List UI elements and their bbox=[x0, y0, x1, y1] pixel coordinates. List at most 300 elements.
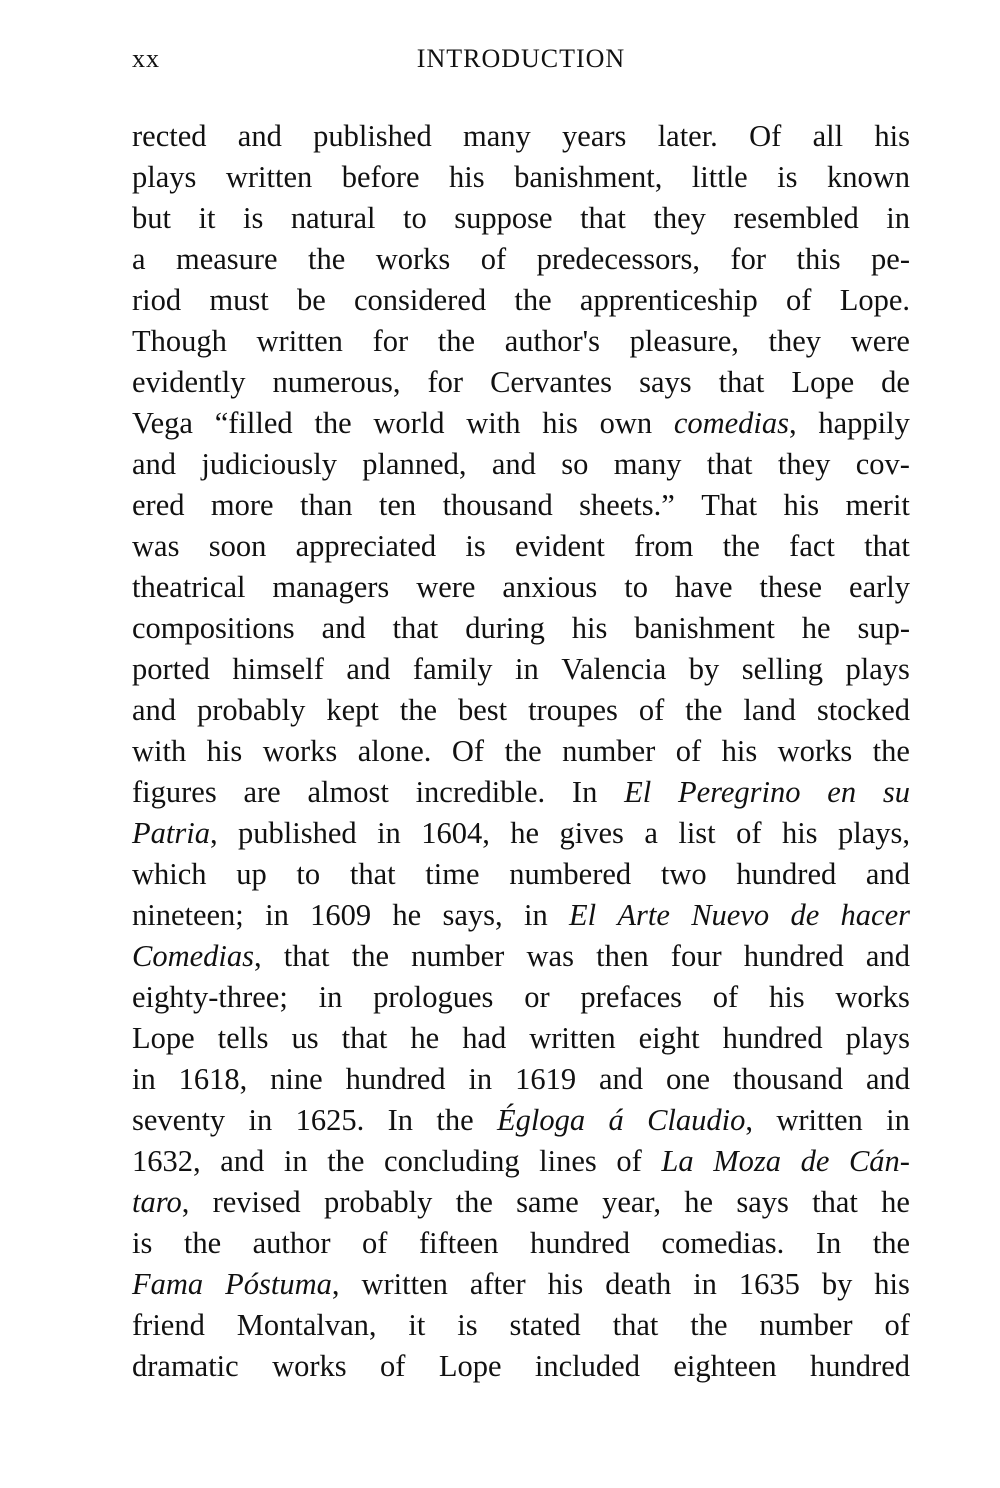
word: written bbox=[361, 1267, 448, 1301]
word: that bbox=[864, 529, 910, 563]
text-line bbox=[132, 936, 910, 977]
word: 1618, bbox=[178, 1062, 248, 1096]
word: the bbox=[183, 1226, 222, 1260]
word: in bbox=[515, 652, 539, 686]
word: ported bbox=[132, 652, 210, 686]
word: is bbox=[132, 1226, 153, 1260]
word: the bbox=[872, 1226, 910, 1260]
word: of bbox=[480, 242, 507, 276]
word: of bbox=[736, 816, 762, 850]
word: have bbox=[674, 570, 733, 604]
word: Nuevo bbox=[691, 898, 770, 932]
word: works bbox=[835, 980, 910, 1014]
word: nineteen; bbox=[132, 898, 244, 932]
text-line bbox=[132, 239, 910, 280]
word: of bbox=[786, 283, 812, 317]
word: in bbox=[377, 816, 401, 850]
word: during bbox=[465, 611, 545, 645]
word: says bbox=[736, 1185, 789, 1219]
word: and bbox=[132, 447, 177, 481]
word: that bbox=[341, 1021, 388, 1055]
word: own bbox=[599, 406, 653, 440]
word: incredible. bbox=[415, 775, 546, 809]
word: de bbox=[800, 1144, 830, 1178]
word: riod bbox=[132, 283, 182, 317]
word: with bbox=[132, 734, 187, 768]
word: by bbox=[821, 1267, 853, 1301]
word: in bbox=[886, 1103, 910, 1137]
word: Of bbox=[749, 119, 782, 153]
word: nine bbox=[270, 1062, 323, 1096]
word: of bbox=[712, 980, 739, 1014]
word: and bbox=[132, 693, 177, 727]
text-line bbox=[132, 116, 910, 157]
running-title: INTRODUCTION bbox=[416, 44, 626, 73]
word: works bbox=[262, 734, 338, 768]
word: hundred bbox=[722, 1021, 823, 1055]
text-line bbox=[132, 813, 910, 854]
word: Lope bbox=[791, 365, 855, 399]
word: almost bbox=[307, 775, 389, 809]
word: fact bbox=[789, 529, 835, 563]
word: more bbox=[210, 488, 274, 522]
word: written bbox=[225, 160, 313, 194]
word: stated bbox=[509, 1308, 581, 1342]
word: to bbox=[624, 570, 648, 604]
word: that bbox=[349, 857, 396, 891]
word: a bbox=[132, 242, 146, 276]
word: before bbox=[341, 160, 420, 194]
word: be bbox=[296, 283, 326, 317]
word: de bbox=[881, 365, 910, 399]
word: figures bbox=[132, 775, 217, 809]
word: Cervantes bbox=[490, 365, 613, 399]
word: his bbox=[542, 406, 578, 440]
word: and bbox=[346, 652, 391, 686]
word: that bbox=[392, 611, 439, 645]
word: says, bbox=[442, 898, 503, 932]
word: sup- bbox=[857, 611, 910, 645]
word: predecessors, bbox=[536, 242, 701, 276]
word: pe- bbox=[871, 242, 910, 276]
word: 1604, bbox=[421, 816, 490, 850]
text-line bbox=[132, 608, 910, 649]
word: Vega bbox=[132, 406, 193, 440]
word: he bbox=[510, 816, 540, 850]
text-line bbox=[132, 731, 910, 772]
word: probably bbox=[323, 1185, 433, 1219]
word: they bbox=[768, 324, 822, 358]
text-line bbox=[132, 1018, 910, 1059]
word: land bbox=[743, 693, 796, 727]
word: kept bbox=[326, 693, 379, 727]
word: to bbox=[403, 201, 427, 235]
word: plays bbox=[845, 652, 910, 686]
word: written bbox=[776, 1103, 863, 1137]
word: us bbox=[291, 1021, 319, 1055]
word: his bbox=[874, 119, 910, 153]
word: must bbox=[209, 283, 269, 317]
word: Patria, bbox=[132, 816, 218, 850]
word: comedias, bbox=[673, 406, 797, 440]
word: by bbox=[688, 652, 720, 686]
word: tells bbox=[217, 1021, 269, 1055]
word: author bbox=[252, 1226, 331, 1260]
word: and bbox=[491, 447, 536, 481]
word: su bbox=[882, 775, 910, 809]
word: 1609 bbox=[310, 898, 372, 932]
word: are bbox=[243, 775, 281, 809]
word: probably bbox=[196, 693, 306, 727]
word: number bbox=[411, 939, 505, 973]
word: selling bbox=[741, 652, 824, 686]
word: of bbox=[884, 1308, 910, 1342]
word: Póstuma, bbox=[225, 1267, 340, 1301]
word: hundred bbox=[743, 939, 844, 973]
word: cov- bbox=[855, 447, 910, 481]
word: and bbox=[599, 1062, 644, 1096]
word: same bbox=[516, 1185, 579, 1219]
word: prologues bbox=[373, 980, 494, 1014]
word: 1625. bbox=[295, 1103, 365, 1137]
word: plays, bbox=[837, 816, 910, 850]
word: known bbox=[826, 160, 910, 194]
word: plays bbox=[132, 160, 197, 194]
word: eighteen bbox=[673, 1349, 777, 1383]
word: Valencia bbox=[561, 652, 667, 686]
word: seventy bbox=[132, 1103, 226, 1137]
word: of bbox=[362, 1226, 388, 1260]
word: El bbox=[569, 898, 597, 932]
word: 1619 bbox=[515, 1062, 577, 1096]
word: dramatic bbox=[132, 1349, 239, 1383]
word: two bbox=[660, 857, 707, 891]
word: he bbox=[410, 1021, 440, 1055]
word: he bbox=[881, 1185, 910, 1219]
word: then bbox=[596, 939, 649, 973]
word: compositions bbox=[132, 611, 295, 645]
word: works bbox=[777, 734, 853, 768]
word: after bbox=[469, 1267, 526, 1301]
word: his bbox=[571, 611, 608, 645]
word: his bbox=[781, 816, 818, 850]
word: 1632, bbox=[132, 1144, 201, 1178]
word: they bbox=[777, 447, 831, 481]
word: eighty-three; bbox=[132, 980, 288, 1014]
word: that bbox=[718, 365, 765, 399]
word: his bbox=[721, 734, 758, 768]
text-line bbox=[132, 1182, 910, 1223]
word: family bbox=[412, 652, 493, 686]
word: death bbox=[605, 1267, 672, 1301]
word: his bbox=[449, 160, 485, 194]
word: is bbox=[457, 1308, 478, 1342]
word: all bbox=[812, 119, 844, 153]
page-header bbox=[132, 44, 910, 80]
word: banishment, bbox=[514, 160, 663, 194]
word: anxious bbox=[502, 570, 598, 604]
word: his bbox=[874, 1267, 910, 1301]
word: that bbox=[283, 939, 330, 973]
word: plays bbox=[845, 1021, 910, 1055]
word: evident bbox=[515, 529, 605, 563]
word: for bbox=[730, 242, 767, 276]
word: the bbox=[436, 1103, 474, 1137]
word: world bbox=[373, 406, 445, 440]
word: Montalvan, bbox=[236, 1308, 377, 1342]
word: Though bbox=[132, 324, 227, 358]
word: happily bbox=[818, 406, 910, 440]
word: and bbox=[237, 119, 282, 153]
word: alone. bbox=[357, 734, 432, 768]
word: that bbox=[580, 201, 626, 235]
word: judiciously bbox=[201, 447, 337, 481]
word: than bbox=[299, 488, 353, 522]
word: considered bbox=[354, 283, 487, 317]
text-line bbox=[132, 1100, 910, 1141]
text-line bbox=[132, 321, 910, 362]
word: merit bbox=[845, 488, 910, 522]
text-line bbox=[132, 1264, 910, 1305]
word: in bbox=[886, 201, 910, 235]
word: Comedias, bbox=[132, 939, 262, 973]
text-line bbox=[132, 157, 910, 198]
word: numbered bbox=[509, 857, 632, 891]
word: of bbox=[616, 1144, 642, 1178]
word: his bbox=[547, 1267, 584, 1301]
text-line bbox=[132, 854, 910, 895]
word: Égloga bbox=[497, 1103, 586, 1137]
word: best bbox=[458, 693, 508, 727]
word: works bbox=[272, 1349, 347, 1383]
word: of bbox=[380, 1349, 406, 1383]
word: works bbox=[375, 242, 451, 276]
word: hundred bbox=[345, 1062, 446, 1096]
word: In bbox=[571, 775, 598, 809]
word: written bbox=[256, 324, 343, 358]
word: says bbox=[639, 365, 692, 399]
text-line bbox=[132, 1346, 910, 1387]
word: were bbox=[850, 324, 910, 358]
word: number bbox=[562, 734, 656, 768]
word: many bbox=[463, 119, 531, 153]
word: they bbox=[653, 201, 706, 235]
word: and bbox=[220, 1144, 265, 1178]
word: pleasure, bbox=[629, 324, 739, 358]
word: In bbox=[387, 1103, 414, 1137]
word: many bbox=[613, 447, 682, 481]
word: the bbox=[514, 283, 552, 317]
word: his bbox=[783, 488, 820, 522]
word: number bbox=[759, 1308, 853, 1342]
word: Lope. bbox=[839, 283, 910, 317]
word: concluding bbox=[384, 1144, 520, 1178]
word: 1635 bbox=[738, 1267, 800, 1301]
word: soon bbox=[208, 529, 267, 563]
text-line bbox=[132, 977, 910, 1018]
word: La bbox=[661, 1144, 694, 1178]
word: but bbox=[132, 201, 171, 235]
word: planned, bbox=[362, 447, 467, 481]
word: troupes bbox=[528, 693, 618, 727]
word: author's bbox=[504, 324, 600, 358]
word: and bbox=[865, 857, 910, 891]
word: taro, bbox=[132, 1185, 190, 1219]
word: Lope bbox=[438, 1349, 502, 1383]
word: Moza bbox=[713, 1144, 781, 1178]
word: was bbox=[526, 939, 574, 973]
word: the bbox=[437, 324, 476, 358]
word: hundred bbox=[530, 1226, 630, 1260]
text-line bbox=[132, 362, 910, 403]
word: in bbox=[248, 1103, 273, 1137]
word: Claudio, bbox=[647, 1103, 754, 1137]
text-line bbox=[132, 1059, 910, 1100]
text-line bbox=[132, 198, 910, 239]
word: was bbox=[132, 529, 180, 563]
word: Lope bbox=[132, 1021, 195, 1055]
word: with bbox=[466, 406, 521, 440]
word: from bbox=[634, 529, 694, 563]
word: the bbox=[327, 1144, 365, 1178]
word: hundred bbox=[736, 857, 837, 891]
word: so bbox=[561, 447, 589, 481]
word: published bbox=[238, 816, 357, 850]
word: had bbox=[462, 1021, 507, 1055]
text-line bbox=[132, 567, 910, 608]
word: is bbox=[242, 201, 264, 235]
word: these bbox=[759, 570, 823, 604]
word: were bbox=[416, 570, 476, 604]
word: he bbox=[801, 611, 831, 645]
word: his bbox=[768, 980, 805, 1014]
page-number: xx bbox=[132, 44, 160, 73]
word: four bbox=[670, 939, 722, 973]
word: thousand bbox=[732, 1062, 844, 1096]
word: a bbox=[644, 816, 658, 850]
text-line bbox=[132, 280, 910, 321]
word: the bbox=[308, 242, 346, 276]
word: Of bbox=[451, 734, 485, 768]
word: sheets.” bbox=[579, 488, 675, 522]
word: or bbox=[524, 980, 550, 1014]
word: early bbox=[849, 570, 910, 604]
word: up bbox=[236, 857, 267, 891]
word: friend bbox=[132, 1308, 205, 1342]
word: theatrical bbox=[132, 570, 246, 604]
text-line bbox=[132, 772, 910, 813]
word: he bbox=[392, 898, 422, 932]
word: stocked bbox=[816, 693, 910, 727]
word: he bbox=[684, 1185, 714, 1219]
word: en bbox=[827, 775, 857, 809]
word: the bbox=[504, 734, 542, 768]
word: written bbox=[529, 1021, 616, 1055]
word: eight bbox=[638, 1021, 700, 1055]
word: the bbox=[351, 939, 389, 973]
word: ten bbox=[378, 488, 417, 522]
body-text bbox=[132, 116, 910, 1387]
word: it bbox=[408, 1308, 426, 1342]
text-line bbox=[132, 444, 910, 485]
text-line bbox=[132, 649, 910, 690]
text-line bbox=[132, 403, 910, 444]
text-line bbox=[132, 485, 910, 526]
word: evidently bbox=[132, 365, 246, 399]
word: the bbox=[722, 529, 760, 563]
word: suppose bbox=[454, 201, 553, 235]
word: á bbox=[608, 1103, 624, 1137]
word: fifteen bbox=[418, 1226, 499, 1260]
word: rected bbox=[132, 119, 207, 153]
word: years bbox=[562, 119, 627, 153]
word: published bbox=[313, 119, 432, 153]
word: and bbox=[321, 611, 366, 645]
word: El bbox=[624, 775, 652, 809]
word: himself bbox=[232, 652, 324, 686]
word: banishment bbox=[634, 611, 775, 645]
word: resembled bbox=[733, 201, 859, 235]
word: the bbox=[455, 1185, 493, 1219]
word: comedias. bbox=[661, 1226, 785, 1260]
word: in bbox=[265, 898, 289, 932]
word: the bbox=[399, 693, 438, 727]
word: this bbox=[796, 242, 841, 276]
word: his bbox=[206, 734, 243, 768]
word: in bbox=[523, 898, 548, 932]
word: for bbox=[372, 324, 409, 358]
word: the bbox=[872, 734, 910, 768]
word: prefaces bbox=[580, 980, 682, 1014]
word: little bbox=[691, 160, 748, 194]
word: in bbox=[693, 1267, 717, 1301]
word: that bbox=[812, 1185, 858, 1219]
word: it bbox=[198, 201, 216, 235]
word: Arte bbox=[617, 898, 670, 932]
word: later. bbox=[657, 119, 718, 153]
word: “filled bbox=[214, 406, 293, 440]
word: to bbox=[296, 857, 321, 891]
word: that bbox=[612, 1308, 659, 1342]
word: is bbox=[777, 160, 798, 194]
word: measure bbox=[175, 242, 278, 276]
word: in bbox=[468, 1062, 493, 1096]
word: natural bbox=[290, 201, 376, 235]
word: included bbox=[534, 1349, 640, 1383]
word: in bbox=[283, 1144, 308, 1178]
word: ered bbox=[132, 488, 185, 522]
word: of bbox=[675, 734, 702, 768]
text-line bbox=[132, 1223, 910, 1264]
word: the bbox=[314, 406, 352, 440]
word: the bbox=[685, 693, 723, 727]
word: hacer bbox=[840, 898, 910, 932]
word: of bbox=[638, 693, 665, 727]
word: lines bbox=[539, 1144, 597, 1178]
word: That bbox=[701, 488, 758, 522]
word: time bbox=[425, 857, 480, 891]
word: In bbox=[815, 1226, 842, 1260]
text-line bbox=[132, 895, 910, 936]
word: thousand bbox=[442, 488, 553, 522]
word: appreciated bbox=[295, 529, 437, 563]
word: managers bbox=[272, 570, 390, 604]
word: that bbox=[706, 447, 753, 481]
word: Cán- bbox=[848, 1144, 910, 1178]
word: year, bbox=[602, 1185, 661, 1219]
word: gives bbox=[559, 816, 624, 850]
word: Fama bbox=[132, 1267, 204, 1301]
